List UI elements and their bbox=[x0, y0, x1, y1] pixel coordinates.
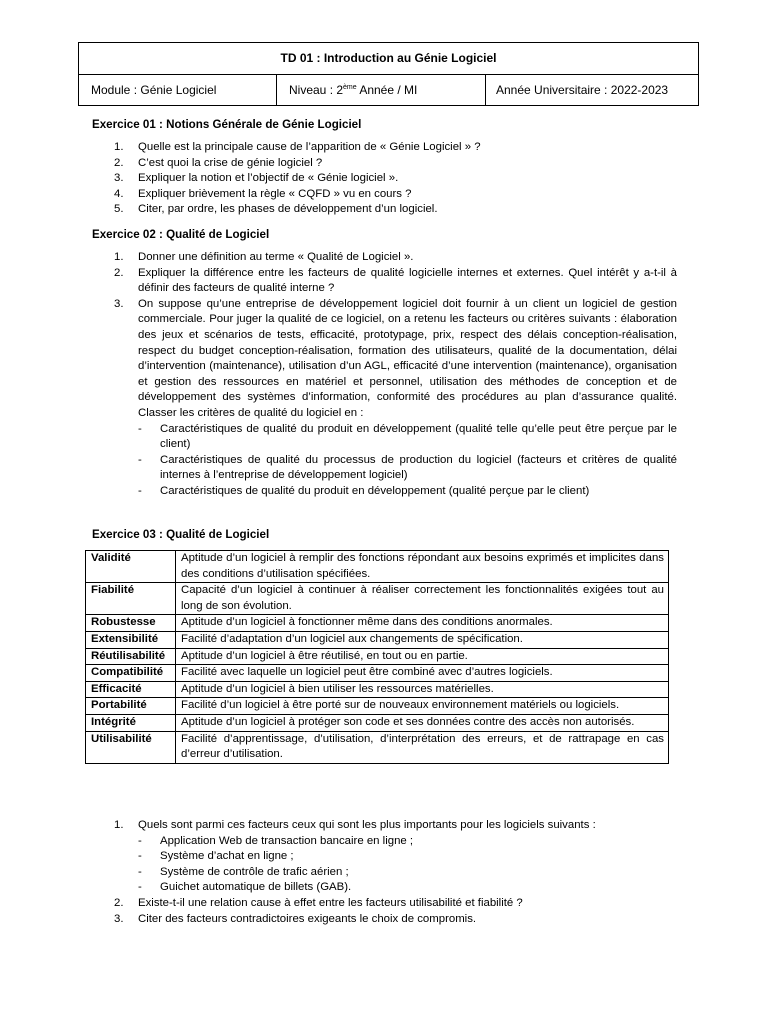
list-item bbox=[138, 484, 677, 500]
question-number: 2. bbox=[114, 896, 124, 909]
sub-item-text: Caractéristiques de qualité du produit en développement (qualité telle qu’elle peut être perçue par le client) bbox=[160, 422, 677, 451]
question-text: Quelle est la principale cause de l’apparition de « Génie Logiciel » ? bbox=[138, 141, 481, 153]
factor-name: Efficacité bbox=[86, 681, 176, 698]
dash-marker: - bbox=[138, 850, 142, 863]
exercise-1-title: Exercice 01 : Notions Générale de Génie Logiciel bbox=[92, 118, 362, 131]
list-item bbox=[92, 912, 677, 928]
question-number: 3. bbox=[114, 297, 124, 310]
question-text: Citer, par ordre, les phases de développement d’un logiciel. bbox=[138, 203, 438, 216]
factor-definition: Facilité d’adaptation d’un logiciel aux changements de spécification. bbox=[176, 631, 669, 648]
table-row bbox=[86, 681, 669, 698]
table-row bbox=[86, 714, 669, 731]
question-text: Expliquer la notion et l’objectif de « Génie logiciel ». bbox=[138, 172, 399, 185]
dash-marker: - bbox=[138, 484, 142, 497]
factor-name: Robustesse bbox=[86, 615, 176, 632]
list-item bbox=[92, 187, 677, 203]
sub-item-text: Système de contrôle de trafic aérien ; bbox=[160, 865, 349, 878]
factor-definition: Facilité d’apprentissage, d’utilisation, d’interprétation des erreurs, et de rattrapage en cas d’erreur d’utilisation. bbox=[176, 731, 669, 763]
sub-item-text: Guichet automatique de billets (GAB). bbox=[160, 881, 352, 894]
question-text: Existe-t-il une relation cause à effet entre les facteurs utilisabilité et fiabilité ? bbox=[138, 896, 523, 909]
exercise-3-sublist bbox=[138, 834, 677, 896]
module-label: Module : Génie Logiciel bbox=[91, 83, 217, 97]
factor-definition: Aptitude d’un logiciel à protéger son code et ses données contre des accès non autorisés. bbox=[176, 714, 669, 731]
question-text: On suppose qu’une entreprise de développement logiciel doit fournir à un client un logiciel de gestion commerciale. Pour juger la qualité de ce logiciel, on a retenu les facteurs ou critères suivants : élaboration des jeux et scénarios de tests, efficacité, prototypage, prix, respect des délais conception-réalisation, respect du budget conception-réalisation, formation des utilisateurs, qualité de la documentation, délai d’intervention (maintenance), utilisation d’un AGL, efficacité d’une intervention (maintenance), organisation et gestion des ressources en matériel et personnel, utilisation des méthodes de conception et de développement des systèmes d’information, conformité des procédures au plan d’assurance qualité. Classer les critères de qualité du logiciel en : bbox=[138, 297, 677, 419]
sub-item-text: Application Web de transaction bancaire en ligne ; bbox=[160, 834, 414, 847]
list-item bbox=[138, 422, 677, 453]
table-row bbox=[86, 551, 669, 583]
exercise-2-sublist bbox=[138, 422, 677, 500]
table-row bbox=[86, 731, 669, 763]
niveau-suffix: Année / MI bbox=[356, 83, 418, 97]
question-text: C’est quoi la crise de génie logiciel ? bbox=[138, 156, 323, 169]
list-item bbox=[138, 453, 677, 484]
factor-definition: Capacité d’un logiciel à continuer à réaliser correctement les fonctionnalités exigées tout au long de son évolution. bbox=[176, 583, 669, 615]
sub-item-text: Caractéristiques de qualité du processus de production du logiciel (facteurs et critères de qualité internes à l’entreprise de développement logiciel) bbox=[160, 453, 677, 482]
list-item bbox=[92, 250, 677, 266]
factor-definition: Aptitude d’un logiciel à être réutilisé, en tout ou en partie. bbox=[176, 648, 669, 665]
list-item bbox=[138, 834, 677, 850]
dash-marker: - bbox=[138, 865, 142, 878]
factor-name: Utilisabilité bbox=[86, 731, 176, 763]
exercise-1-questions bbox=[92, 140, 677, 218]
factor-name: Intégrité bbox=[86, 714, 176, 731]
list-item bbox=[138, 865, 677, 881]
factor-name: Compatibilité bbox=[86, 665, 176, 682]
question-text: Expliquer brièvement la règle « CQFD » vu en cours ? bbox=[138, 187, 412, 200]
question-text: Donner une définition au terme « Qualité de Logiciel ». bbox=[138, 251, 414, 263]
table-row bbox=[86, 648, 669, 665]
question-text: Citer des facteurs contradictoires exigeants le choix de compromis. bbox=[138, 912, 477, 925]
question-number: 4. bbox=[114, 187, 124, 200]
question-number: 1. bbox=[114, 251, 124, 263]
question-number: 3. bbox=[114, 172, 124, 185]
question-number: 2. bbox=[114, 156, 124, 169]
dash-marker: - bbox=[138, 453, 142, 466]
question-text: Quels sont parmi ces facteurs ceux qui sont les plus importants pour les logiciels suivants : bbox=[138, 819, 596, 831]
dash-marker: - bbox=[138, 881, 142, 894]
factor-name: Réutilisabilité bbox=[86, 648, 176, 665]
list-item bbox=[92, 818, 677, 896]
niveau-label bbox=[276, 75, 485, 105]
factor-name: Portabilité bbox=[86, 698, 176, 715]
header-info-row bbox=[79, 75, 698, 105]
table-row bbox=[86, 665, 669, 682]
list-item bbox=[92, 896, 677, 912]
quality-factors-table bbox=[85, 550, 669, 764]
factor-definition: Facilité avec laquelle un logiciel peut être combiné avec d’autres logiciels. bbox=[176, 665, 669, 682]
factor-name: Validité bbox=[86, 551, 176, 583]
list-item bbox=[92, 156, 677, 172]
factor-name: Fiabilité bbox=[86, 583, 176, 615]
exercise-2-questions bbox=[92, 250, 677, 500]
sub-item-text: Système d’achat en ligne ; bbox=[160, 850, 294, 863]
list-item bbox=[92, 140, 677, 156]
niveau-prefix: Niveau : 2 bbox=[289, 83, 344, 97]
factor-name: Extensibilité bbox=[86, 631, 176, 648]
table-row bbox=[86, 615, 669, 632]
annee-label: Année Universitaire : 2022-2023 bbox=[485, 75, 698, 105]
list-item bbox=[92, 297, 677, 500]
dash-marker: - bbox=[138, 422, 142, 435]
exercise-3-title: Exercice 03 : Qualité de Logiciel bbox=[92, 528, 270, 541]
factor-definition: Aptitude d’un logiciel à remplir des fonctions répondant aux besoins exprimés et implicites dans des conditions d’utilisation spécifiées. bbox=[176, 551, 669, 583]
question-number: 1. bbox=[114, 141, 124, 153]
factor-definition: Aptitude d’un logiciel à bien utiliser les ressources matérielles. bbox=[176, 681, 669, 698]
question-number: 5. bbox=[114, 203, 124, 216]
niveau-sup: ème bbox=[343, 84, 357, 91]
dash-marker: - bbox=[138, 834, 142, 847]
question-number: 2. bbox=[114, 266, 124, 279]
factor-definition: Facilité d’un logiciel à être porté sur de nouveaux environnement matériels ou logiciels. bbox=[176, 698, 669, 715]
list-item bbox=[92, 202, 677, 218]
table-row bbox=[86, 583, 669, 615]
table-row bbox=[86, 698, 669, 715]
page-title: TD 01 : Introduction au Génie Logiciel bbox=[79, 43, 698, 75]
list-item bbox=[92, 266, 677, 297]
list-item bbox=[138, 880, 677, 896]
header-box bbox=[78, 42, 699, 106]
exercise-3-questions bbox=[92, 818, 677, 927]
question-number: 1. bbox=[114, 819, 124, 831]
list-item bbox=[138, 849, 677, 865]
factor-definition: Aptitude d’un logiciel à fonctionner même dans des conditions anormales. bbox=[176, 615, 669, 632]
sub-item-text: Caractéristiques de qualité du produit en développement (qualité perçue par le client) bbox=[160, 484, 590, 497]
question-number: 3. bbox=[114, 912, 124, 925]
question-text: Expliquer la différence entre les facteurs de qualité logicielle internes et externes. Quel intérêt y a-t-il à définir des facteurs de qualité interne ? bbox=[138, 266, 677, 295]
list-item bbox=[92, 171, 677, 187]
exercise-2-title: Exercice 02 : Qualité de Logiciel bbox=[92, 228, 270, 241]
table-row bbox=[86, 631, 669, 648]
